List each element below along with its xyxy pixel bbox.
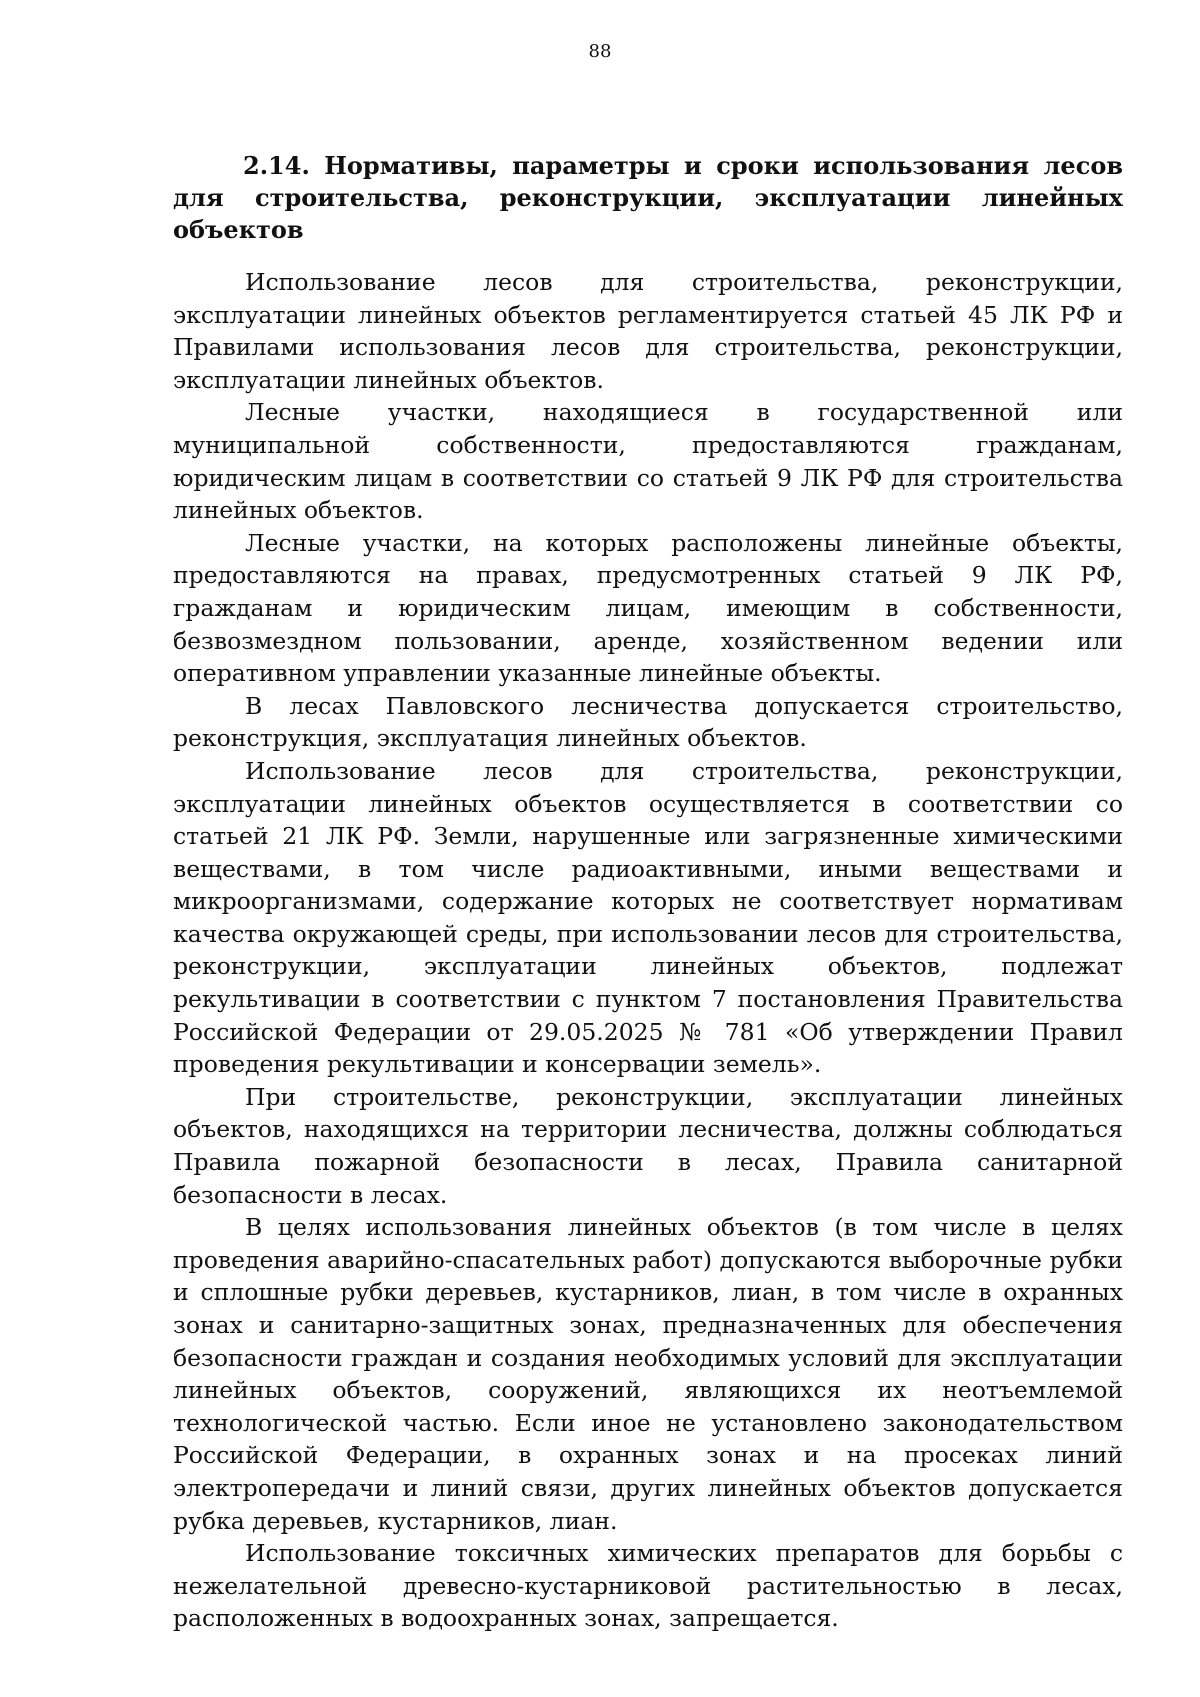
paragraph: Лесные участки, находящиеся в государственной или муниципальной собственности, предоставляются гражданам, юридическим лицам в соответствии со статьей 9 ЛК РФ для строительства линейных объектов.	[173, 398, 1123, 525]
paragraph: Лесные участки, на которых расположены линейные объекты, предоставляются на правах, предусмотренных статьей 9 ЛК РФ, гражданам и юридическим лицам, имеющим в собственности, безвозмездном пользовании, аренде, хозяйственном ведении или оперативном управлении указанные линейные объекты.	[173, 528, 1123, 688]
paragraph: В целях использования линейных объектов (в том числе в целях проведения аварийно-спасательных работ) допускаются выборочные рубки и сплошные рубки деревьев, кустарников, лиан, в том числе в охранных зонах и санитарно-защитных зонах, предназначенных для обеспечения безопасности граждан и создания необходимых условий для эксплуатации линейных объектов, сооружений, являющихся их неотъемлемой технологической частью. Если иное не установлено законодательством Российской Федерации, в охранных зонах и на просеках линий электропередачи и линий связи, других линейных объектов допускается рубка деревьев, кустарников, лиан.	[173, 1213, 1123, 1535]
page-content	[173, 150, 1123, 1635]
section-title: 2.14. Нормативы, параметры и сроки использования лесов для строительства, реконструкции, эксплуатации линейных объектов	[173, 151, 1123, 244]
paragraph: При строительстве, реконструкции, эксплуатации линейных объектов, находящихся на территории лесничества, должны соблюдаться Правила пожарной безопасности в лесах, Правила санитарной безопасности в лесах.	[173, 1082, 1123, 1209]
paragraph: Использование лесов для строительства, реконструкции, эксплуатации линейных объектов осуществляется в соответствии со статьей 21 ЛК РФ. Земли, нарушенные или загрязненные химическими веществами, в том числе радиоактивными, иными веществами и микроорганизмами, содержание которых не соответствует нормативам качества окружающей среды, при использовании лесов для строительства, реконструкции, эксплуатации линейных объектов, подлежат рекультивации в соответствии с пунктом 7 постановления Правительства Российской Федерации от 29.05.2025 № 781 «Об утверждении Правил проведения рекультивации и консервации земель».	[173, 756, 1123, 1079]
paragraph: Использование лесов для строительства, реконструкции, эксплуатации линейных объектов регламентируется статьей 45 ЛК РФ и Правилами использования лесов для строительства, реконструкции, эксплуатации линейных объектов.	[173, 268, 1123, 394]
page-number: 88	[588, 41, 612, 62]
paragraph: В лесах Павловского лесничества допускается строительство, реконструкция, эксплуатация линейных объектов.	[173, 691, 1123, 753]
paragraph: Использование токсичных химических препаратов для борьбы с нежелательной древесно-кустарниковой растительностью в лесах, расположенных в водоохранных зонах, запрещается.	[173, 1539, 1123, 1633]
